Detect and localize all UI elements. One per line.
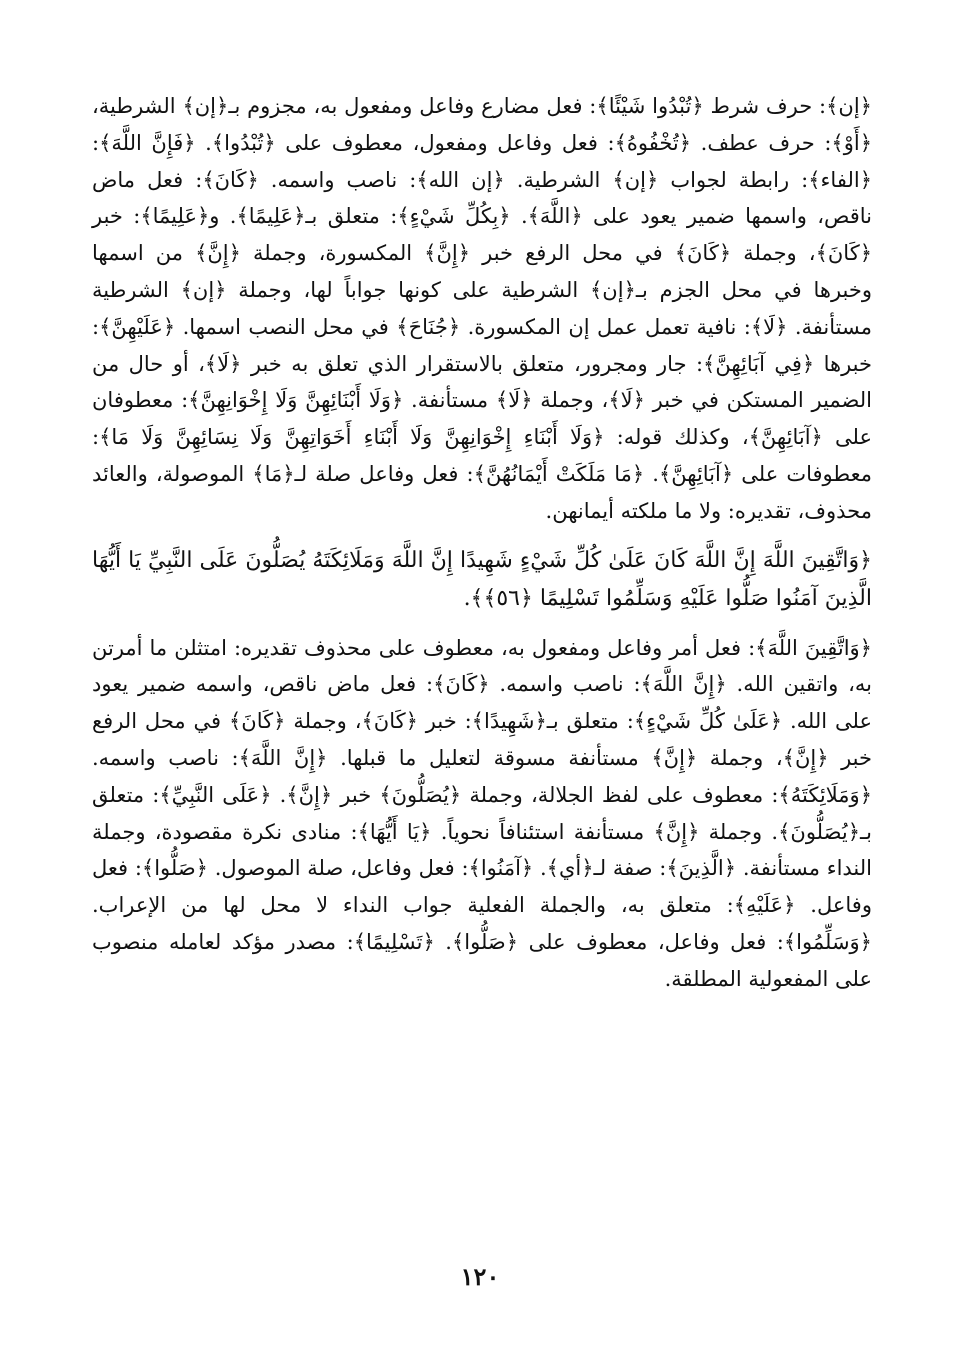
page-content [92, 88, 872, 998]
paragraph-1: ﴿إن﴾: حرف شرط ﴿تُبْدُوا شَيْئًا﴾: فعل مضارع وفاعل ومفعول به، مجزوم بـ﴿إن﴾ الشرطية، ﴿أَوْ﴾: حرف عطف. ﴿تُخْفُوهُ﴾: فعل وفاعل ومفعول، معطوف على ﴿تُبْدُوا﴾. ﴿فَإِنَّ اللَّهَ﴾: ﴿الفاء﴾: رابطة لجواب ﴿إن﴾ الشرطية. ﴿إن الله﴾: ناصب واسمه. ﴿كَانَ﴾: فعل ماض ناقص، واسمها ضمير يعود على ﴿اللَّهَ﴾. ﴿بِكُلِّ شَيْءٍ﴾: متعلق بـ﴿عَلِيمًا﴾. و﴿عَلِيمًا﴾: خبر ﴿كَانَ﴾، وجملة ﴿كَانَ﴾ في محل الرفع خبر ﴿إِنَّ﴾ المكسورة، وجملة ﴿إِنَّ﴾ من اسمها وخبرها في محل الجزم بـ﴿إن﴾ الشرطية على كونها جواباً لها، وجملة ﴿إن﴾ الشرطية مستأنفة. ﴿لَا﴾: نافية تعمل عمل إن المكسورة. ﴿جُنَاحَ﴾ في محل النصب اسمها. ﴿عَلَيْهِنَّ﴾: خبرها ﴿فِي آبَائِهِنَّ﴾: جار ومجرور، متعلق بالاستقرار الذي تعلق به خبر ﴿لَا﴾، أو حال من الضمير المستكن في خبر ﴿لَا﴾، وجملة ﴿لَا﴾ مستأنفة. ﴿وَلَا أَبْنَائِهِنَّ وَلَا إِخْوَانِهِنَّ﴾: معطوفان على ﴿آبَائِهِنَّ﴾، وكذلك قوله: ﴿وَلَا أَبْنَاءِ إِخْوَانِهِنَّ وَلَا أَبْنَاءِ أَخَوَاتِهِنَّ وَلَا نِسَائِهِنَّ وَلَا مَا﴾: معطوفات على ﴿آبَائِهِنَّ﴾. ﴿مَا مَلَكَتْ أَيْمَانُهُنَّ﴾: فعل وفاعل صلة لـ﴿مَا﴾ الموصولة، والعائد محذوف، تقديره: ولا ما ملكته أيمانهن. [92, 94, 872, 523]
paragraph-2: ﴿وَاتَّقِينَ اللَّهَ﴾: فعل أمر وفاعل ومفعول به، معطوف على محذوف تقديره: امتثلن ما أمرتن به، واتقين الله. ﴿إِنَّ اللَّهَ﴾: ناصب واسمه. ﴿كَانَ﴾: فعل ماض ناقص، واسمه ضمير يعود على الله. ﴿عَلَىٰ كُلِّ شَيْءٍ﴾: متعلق بـ﴿شَهِيدًا﴾: خبر ﴿كَانَ﴾، وجملة ﴿كَانَ﴾ في محل الرفع خبر ﴿إِنَّ﴾، وجملة ﴿إِنَّ﴾ مستأنفة مسوقة لتعليل ما قبلها. ﴿إِنَّ اللَّهَ﴾: ناصب واسمه. ﴿وَمَلَائِكَتَهُ﴾: معطوف على لفظ الجلالة، وجملة ﴿يُصَلُّونَ﴾ خبر ﴿إِنَّ﴾. ﴿عَلَى النَّبِيِّ﴾: متعلق بـ﴿يُصَلُّونَ﴾. وجملة ﴿إِنَّ﴾ مستأنفة استئنافاً نحوياً. ﴿يَا أَيُّهَا﴾: منادى نكرة مقصودة، وجملة النداء مستأنفة. ﴿الَّذِينَ﴾: صفة لـ﴿أي﴾. ﴿آمَنُوا﴾: فعل وفاعل، صلة الموصول. ﴿صَلُّوا﴾: فعل وفاعل. ﴿عَلَيْهِ﴾: متعلق به، والجملة الفعلية جواب النداء لا محل لها من الإعراب. ﴿وَسَلِّمُوا﴾: فعل وفاعل، معطوف على ﴿صَلُّوا﴾. ﴿تَسْلِيمًا﴾: مصدر مؤكد لعامله منصوب على المفعولية المطلقة. [92, 635, 872, 991]
page-number: ١٢٠ [460, 1262, 500, 1291]
quran-verse: ﴿وَاتَّقِينَ اللَّهَ إِنَّ اللَّهَ كَانَ عَلَىٰ كُلِّ شَيْءٍ شَهِيدًا إِنَّ اللَّهَ وَمَلَائِكَتَهُ يُصَلُّونَ عَلَى النَّبِيِّ يَا أَيُّهَا الَّذِينَ آمَنُوا صَلُّوا عَلَيْهِ وَسَلِّمُوا تَسْلِيمًا ﴿٥٦﴾﴾. [92, 547, 872, 611]
